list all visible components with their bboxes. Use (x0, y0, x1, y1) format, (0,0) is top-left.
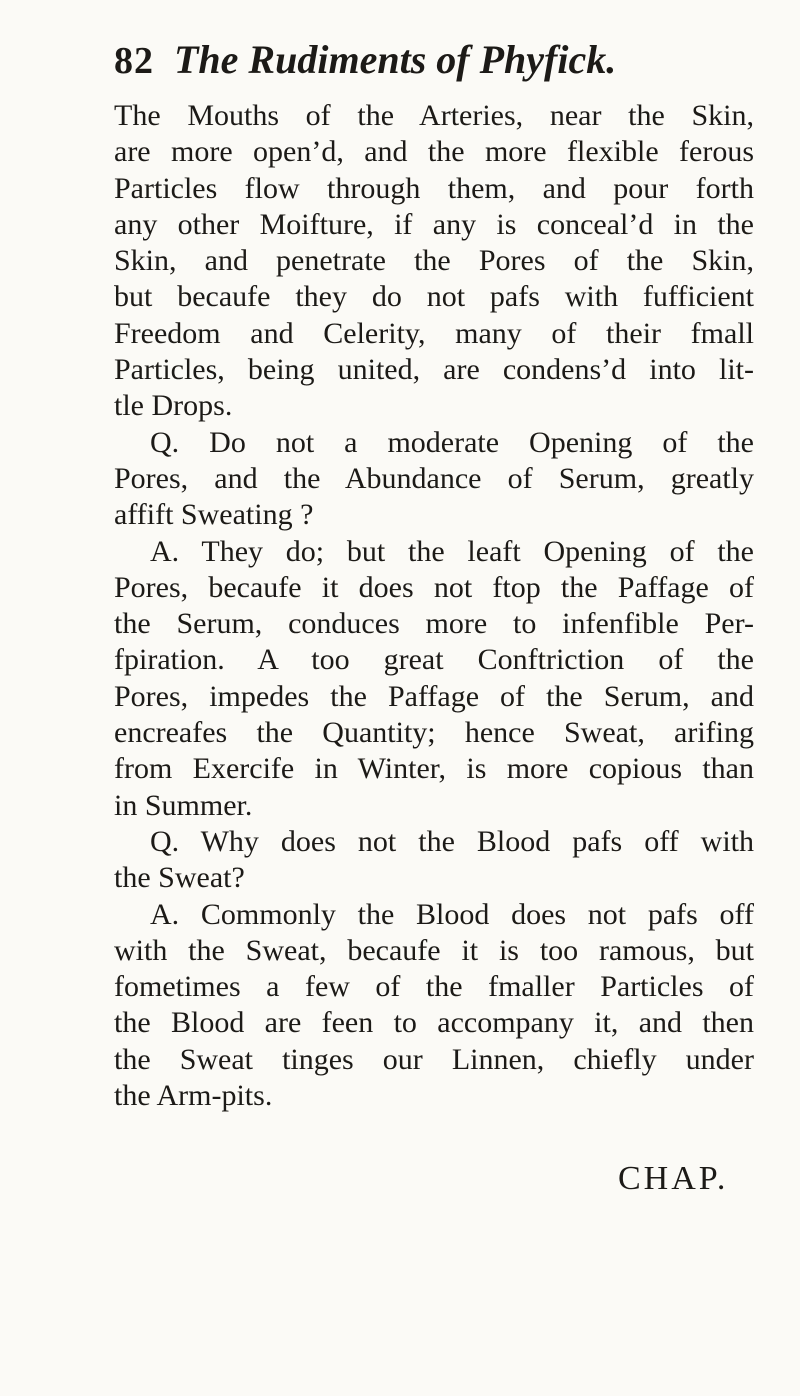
text-line: in Summer. (114, 788, 253, 822)
question-line: Q. Do not a moderate Opening of the (150, 425, 754, 459)
text-line: the Sweat tinges our Linnen, chiefly under (114, 1042, 754, 1076)
text-line: the Serum, conduces more to infenfible Per- (114, 607, 754, 641)
text-line: any other Moifture, if any is conceal’d in the (114, 207, 754, 241)
running-head: The Rudiments of Phyfick. (174, 37, 617, 82)
text-line: are more open’d, and the more flexible ferous (114, 135, 754, 169)
text-line: Particles flow through them, and pour forth (114, 171, 754, 205)
text-line: Skin, and penetrate the Pores of the Skin, (114, 244, 754, 278)
answer-line: A. They do; but the leaft Opening of the (150, 534, 754, 568)
text-line: Pores, impedes the Paffage of the Serum, and (114, 679, 754, 713)
question-line: Q. Why does not the Blood pafs off with (150, 824, 754, 858)
text-line: Particles, being united, are condens’d into lit- (114, 353, 754, 387)
body-text (114, 98, 754, 1114)
text-line: Freedom and Celerity, many of their fmall (114, 316, 754, 350)
text-line: tle Drops. (114, 389, 233, 423)
text-line: the Sweat? (114, 861, 245, 895)
text-line: fpiration. A too great Conftriction of the (114, 643, 754, 677)
answer-line: A. Commonly the Blood does not pafs off (150, 897, 754, 931)
text-line: fometimes a few of the fmaller Particles of (114, 970, 754, 1004)
text-line: from Exercife in Winter, is more copious than (114, 752, 754, 786)
text-line: the Blood are feen to accompany it, and then (114, 1006, 754, 1040)
text-line: but becaufe they do not pafs with fufficient (114, 280, 754, 314)
text-line: The Mouths of the Arteries, near the Skin, (114, 99, 754, 132)
page-number: 82 (114, 40, 154, 82)
text-line: with the Sweat, becaufe it is too ramous, but (114, 933, 754, 967)
text-line: Pores, becaufe it does not ftop the Paffage of (114, 570, 754, 604)
text-line: the Arm-pits. (114, 1079, 273, 1113)
text-line: encreafes the Quantity; hence Sweat, arifing (114, 716, 754, 750)
page-header (114, 36, 714, 92)
catchword: CHAP. (618, 1160, 729, 1197)
text-line: Pores, and the Abundance of Serum, greatly (114, 461, 754, 495)
text-line: affift Sweating ? (114, 498, 314, 532)
